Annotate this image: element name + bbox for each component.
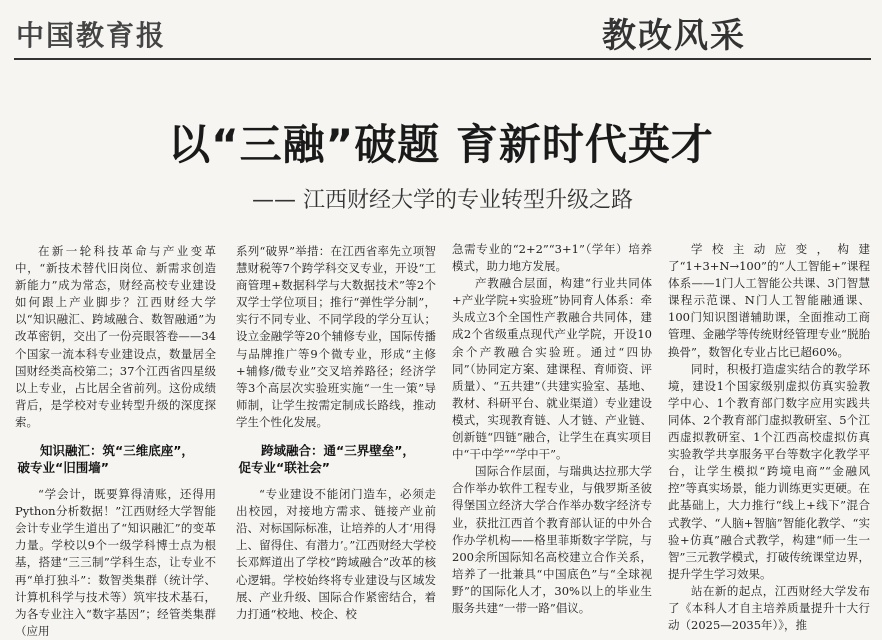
section-heading <box>15 442 216 476</box>
paragraph: 同时，积极打造虚实结合的教学环境，建设1个国家级别虚拟仿真实验教学中心、1个教育部门数字应用实践共同体、2个教育部门虚拟教研室、5个江西虚拟教研室、1个江西高校虚拟仿真实验教学共享服务平台等数字化教学平台，让学生模拟“跨境电商”“金融风控”等真实场景，能力训练更实更硬。在此基础上，大力推行“线上+线下”混合式教学、“人脑+智脑”智能化教学、“实验+仿真”融合式教学，构建“师一生一智”三元教学模式，打破传统课堂边界，提升学生学习效果。 <box>668 361 870 581</box>
section-title: 教改风采 <box>602 16 746 56</box>
article-column-3 <box>452 241 652 638</box>
paragraph: 急需专业的“2+2”“3+1”（学年）培养模式，助力地方发展。 <box>452 242 652 274</box>
article-column-1 <box>15 243 216 640</box>
section-heading-line: 破专业“旧围墙” <box>17 460 109 476</box>
paragraph: 在新一轮科技革命与产业变革中，“新技术替代旧岗位、新需求创造新能力”成为常态，财经高校专业建设如何跟上产业脚步？江西财经大学以“知识融汇、跨域融合、数智融通”为改革密钥，交出了一份亮眼答卷——34个国家一流本科专业建设点，数量居全国财经类高校第二；37个江西省四星级以上专业，占比居全省前列。这份成绩背后，是学校对专业转型升级的深度探索。 <box>15 244 216 429</box>
paragraph: “学会计，既要算得清账，还得用Python分析数据！”江西财经大学智能会计专业学生道出了“知识融汇”的变革力量。学校以9个一级学科博士点为根基，搭建“三三制”学科生态，让专业不再“单打独斗”：数智类集群（统计学、计算机科学与技术等）筑牢技术基石，为各专业注入“数字基因”；经管类集群（应用 <box>15 487 216 638</box>
newspaper-brand: 中国教育报 <box>16 19 167 52</box>
article-subhead: —— 江西财经大学的专业转型升级之路 <box>252 188 633 213</box>
section-heading <box>236 442 436 476</box>
paragraph: 产教融合层面，构建“行业共同体+产业学院+实验班”协同育人体系：牵头成立3个全国性产教融合共同体，建成2个省级重点现代产业学院，开设10余个产教融合实验班。通过“四协同”（协同定方案、建课程、育师资、评质量）、“五共建”（共建实验室、基地、教材、科研平台、就业渠道）专业建设模式，实现教育链、人才链、产业链、创新链“四链”融合，让学生在真实项目中“干中学”“学中干”。 <box>452 276 652 462</box>
paragraph: “专业建设不能闭门造车，必须走出校园，对接地方需求、链接产业前沿、对标国际标准，让培养的人才‘用得上、留得住、有潜力’。”江西财经大学校长邓辉道出了学校“跨域融合”改革的核心逻辑。学校始终将专业建设与区域发展、产业升级、国际合作紧密结合，着力打通“校地、校企、校 <box>236 487 436 621</box>
article-headline: 以“三融”破题 育新时代英才 <box>168 120 714 169</box>
article-column-4 <box>668 241 870 638</box>
section-heading-line: 促专业“联社会” <box>238 460 330 476</box>
paragraph: 国际合作层面，与瑞典达拉那大学合作举办软件工程专业，与俄罗斯圣彼得堡国立经济大学合作举办数字经济专业，获批江西首个教育部认证的中外合作办学机构——格里菲斯数字学院，与200余所国际知名高校建立合作关系，培养了一批兼具“中国底色”与“全球视野”的国际化人才，30%以上的毕业生服务共建“一带一路”倡议。 <box>452 464 652 615</box>
paragraph: 学校主动应变，构建了“1+3+N→100”的“人工智能+”课程体系——1门人工智能公共课、3门智慧课程示范课、N门人工智能融通课、100门知识图谱辅助课，全面推动工商管理、金融学等传统财经管理专业“脱胎换骨”，数智化专业占比已超60%。 <box>668 242 870 359</box>
masthead <box>0 0 882 62</box>
paragraph: 系列“破界”举措：在江西省率先立项智慧财税等7个跨学科交叉专业，开设“工商管理+数据科学与大数据技术”等2个双学士学位项目；推行“弹性学分制”，实行不同专业、不同学段的学分互认；设立金融学等20个辅修专业，国际传播与品牌推广等9个微专业，形成“主修+辅修/微专业”交叉培养路径；经济学等3个高层次实验班实施“一生一策”导师制，让学生按需定制成长路线，推动学生个性化发展。 <box>236 244 436 429</box>
article-column-2 <box>236 243 436 640</box>
paragraph: 站在新的起点，江西财经大学发布了《本科人才自主培养质量提升十大行动（2025—2035年）》，推 <box>668 583 870 633</box>
section-heading-line: 跨域融合：通“三界壁垒”， <box>261 443 415 459</box>
section-heading-line: 知识融汇：筑“三维底座”， <box>40 443 194 459</box>
masthead-divider <box>14 58 871 60</box>
